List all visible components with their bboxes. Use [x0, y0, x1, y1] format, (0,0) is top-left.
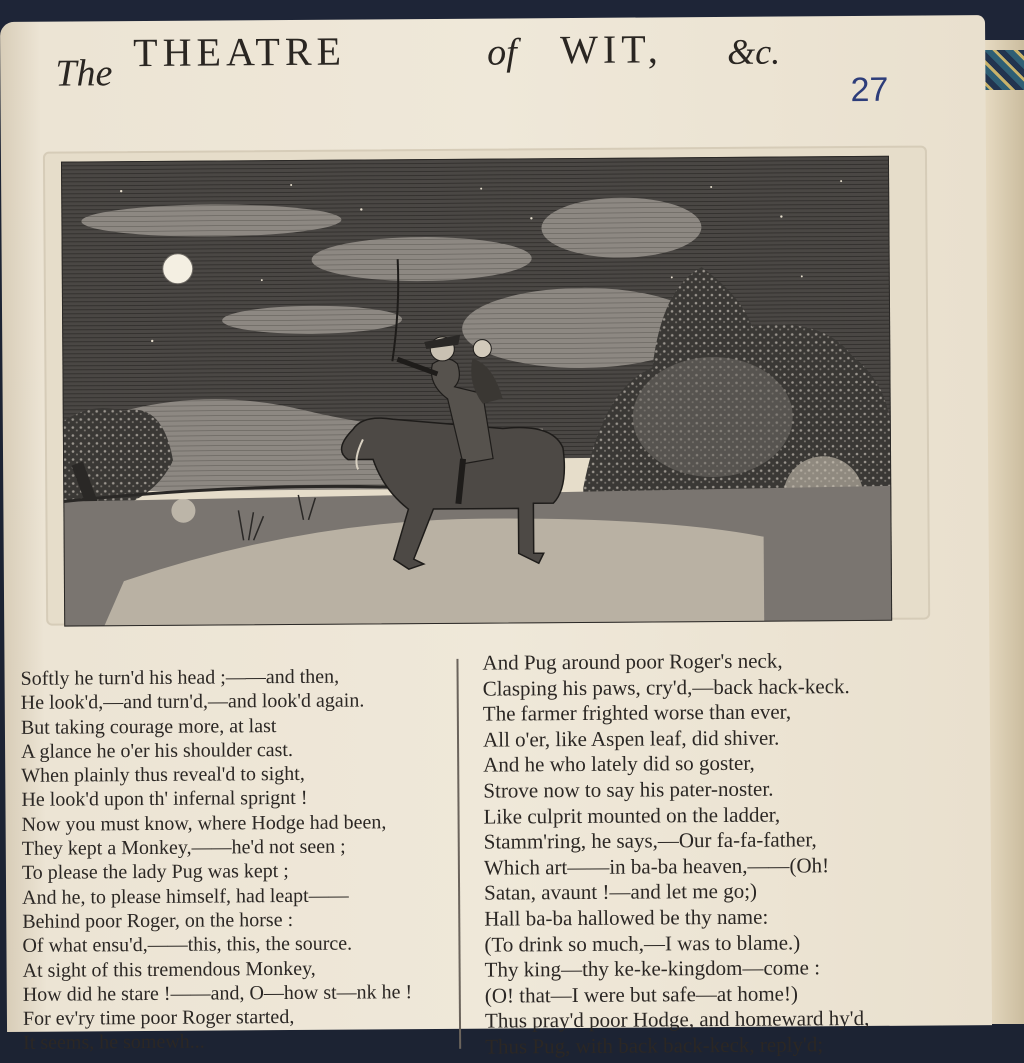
poem-line: Of what ensu'd,——this, this, the source. [22, 931, 412, 958]
header-of: of [487, 30, 517, 74]
header-the: The [55, 51, 112, 95]
poem-line: Thus pray'd poor Hodge, and homeward hy'd, [485, 1006, 869, 1034]
poem-line: Softly he turn'd his head ;——and then, [21, 664, 411, 691]
poem-column-left [21, 664, 413, 1055]
header-wit: WIT, [560, 25, 663, 73]
poem-line: Strove now to say his pater-noster. [483, 776, 867, 804]
poem-line: (To drink so much,—I was to blame.) [484, 929, 868, 957]
poem-line: For ev'ry time poor Roger started, [23, 1004, 413, 1031]
poem-line: Stamm'ring, he says,—Our fa-fa-father, [484, 827, 868, 855]
book-page [0, 15, 992, 1032]
engraving-illustration [61, 156, 892, 627]
poem-column-right [482, 648, 869, 1060]
poem-line: It seems, he somewh... [23, 1029, 413, 1056]
poem-line: Thus Pug, with back back-keck, reply'd; [485, 1032, 869, 1060]
poem-line: The farmer frighted worse than ever, [483, 699, 867, 727]
poem-line: Behind poor Roger, on the horse : [22, 907, 412, 934]
header-title: THEATRE [133, 28, 346, 76]
poem-line: Clasping his paws, cry'd,—back hack-keck. [483, 674, 867, 702]
poem-line: Hall ba-ba hallowed be thy name: [484, 904, 868, 932]
poem-line: How did he stare !——and, O—how st—nk he ! [23, 980, 413, 1007]
poem-line: Thy king—thy ke-ke-kingdom—come : [485, 955, 869, 983]
poem-line: He look'd,—and turn'd,—and look'd again. [21, 688, 411, 715]
poem-line: All o'er, like Aspen leaf, did shiver. [483, 725, 867, 753]
poem-line: He look'd upon th' infernal sprignt ! [21, 786, 411, 813]
poem-line: Which art——in ba-ba heaven,——(Oh! [484, 853, 868, 881]
poem-line: At sight of this tremendous Monkey, [23, 956, 413, 983]
moon-icon [163, 254, 193, 284]
poem-line: And he who lately did so goster, [483, 750, 867, 778]
poem-line: And he, to please himself, had leapt—— [22, 883, 412, 910]
poem-line: A glance he o'er his shoulder cast. [21, 737, 411, 764]
poem-line: But taking courage more, at last [21, 713, 411, 740]
poem-line: They kept a Monkey,——he'd not seen ; [22, 834, 412, 861]
page-number: 27 [850, 71, 888, 110]
poem-line: Like culprit mounted on the ladder, [483, 802, 867, 830]
poem-line: Satan, avaunt !—and let me go;) [484, 878, 868, 906]
poem-line: And Pug around poor Roger's neck, [482, 648, 866, 676]
poem-line: Now you must know, where Hodge had been, [22, 810, 412, 837]
column-rule [456, 659, 461, 1049]
poem-line: When plainly thus reveal'd to sight, [21, 761, 411, 788]
poem-line: (O! that—I were but safe—at home!) [485, 981, 869, 1009]
header-etc: &c. [727, 31, 780, 73]
poem-line: To please the lady Pug was kept ; [22, 859, 412, 886]
